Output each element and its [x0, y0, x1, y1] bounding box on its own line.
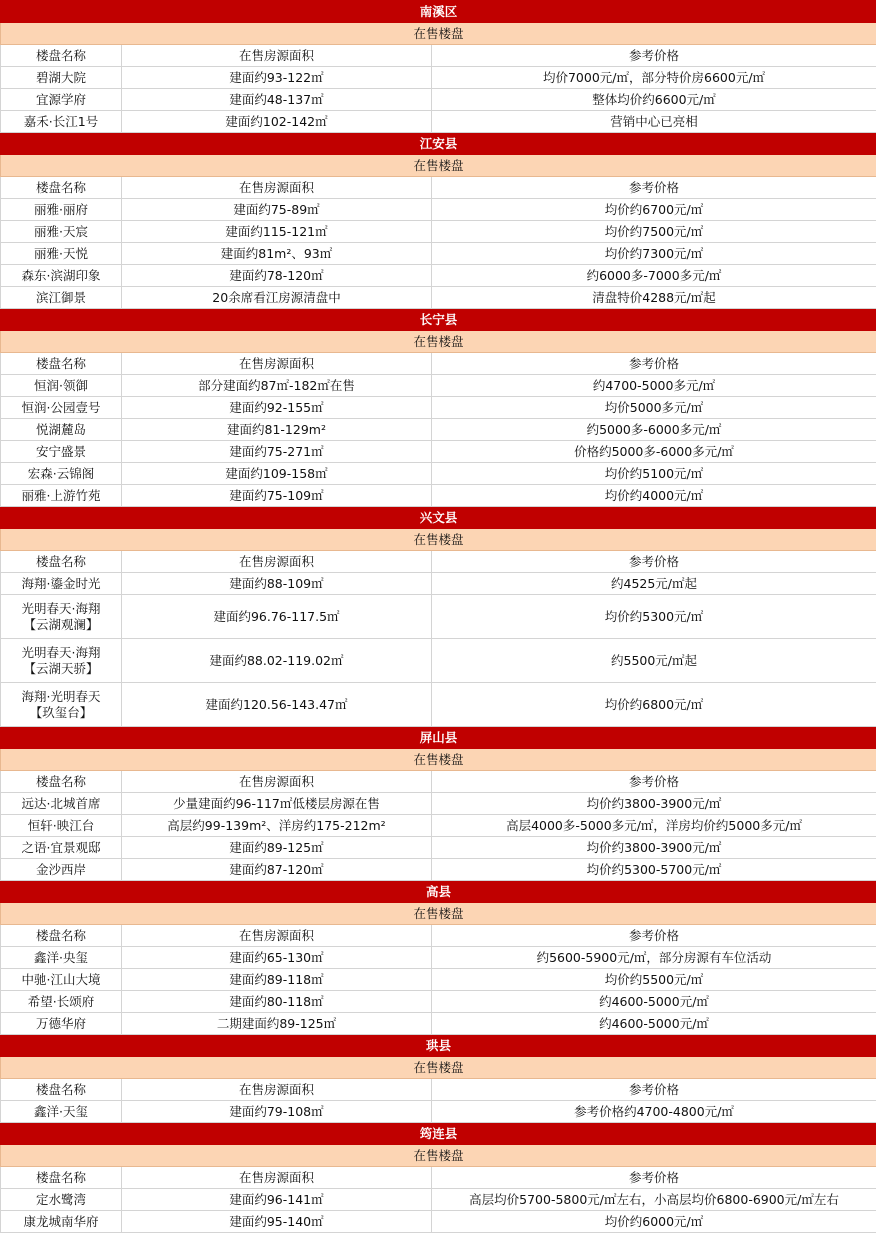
area-cell: 建面约89-118㎡	[122, 969, 432, 991]
col-header-area: 在售房源面积	[122, 177, 432, 199]
price-cell: 均价约5100元/㎡	[432, 463, 876, 485]
col-header-name: 楼盘名称	[1, 177, 122, 199]
property-name: 之语·宜景观邸	[1, 837, 122, 859]
col-header-price: 参考价格	[432, 771, 876, 793]
property-name: 恒润·公园壹号	[1, 397, 122, 419]
table-row	[1, 837, 876, 859]
table-row	[1, 221, 876, 243]
table-row	[1, 89, 876, 111]
col-header-price: 参考价格	[432, 353, 876, 375]
col-header-price: 参考价格	[432, 925, 876, 947]
on-sale-label: 在售楼盘	[1, 23, 876, 45]
price-cell: 约4700-5000多元/㎡	[432, 375, 876, 397]
price-cell: 约4600-5000元/㎡	[432, 1013, 876, 1035]
price-cell: 均价5000多元/㎡	[432, 397, 876, 419]
col-header-price: 参考价格	[432, 177, 876, 199]
column-header-row	[1, 45, 876, 67]
table-row	[1, 573, 876, 595]
price-cell: 均价约6800元/㎡	[432, 683, 876, 727]
price-cell: 均价约7500元/㎡	[432, 221, 876, 243]
column-header-row	[1, 1167, 876, 1189]
area-cell: 建面约115-121㎡	[122, 221, 432, 243]
area-cell: 建面约88-109㎡	[122, 573, 432, 595]
price-cell: 约4600-5000元/㎡	[432, 991, 876, 1013]
table-body	[1, 1, 876, 1233]
property-name: 希望·长颂府	[1, 991, 122, 1013]
area-cell: 建面约88.02-119.02㎡	[122, 639, 432, 683]
district-header	[1, 507, 876, 529]
property-name: 远达·北城首席	[1, 793, 122, 815]
section-subheader	[1, 23, 876, 45]
table-row	[1, 419, 876, 441]
property-name: 碧湖大院	[1, 67, 122, 89]
property-name: 鑫洋·天玺	[1, 1101, 122, 1123]
section-subheader	[1, 1145, 876, 1167]
price-cell: 均价约6000元/㎡	[432, 1211, 876, 1233]
on-sale-label: 在售楼盘	[1, 1145, 876, 1167]
table-row	[1, 947, 876, 969]
section-subheader	[1, 749, 876, 771]
table-row	[1, 397, 876, 419]
col-header-area: 在售房源面积	[122, 771, 432, 793]
on-sale-label: 在售楼盘	[1, 1057, 876, 1079]
property-name: 海翔·鎏金时光	[1, 573, 122, 595]
area-cell: 建面约102-142㎡	[122, 111, 432, 133]
column-header-row	[1, 353, 876, 375]
property-name: 恒轩·映江台	[1, 815, 122, 837]
area-cell: 高层约99-139m²、洋房约175-212m²	[122, 815, 432, 837]
district-header	[1, 309, 876, 331]
on-sale-label: 在售楼盘	[1, 331, 876, 353]
area-cell: 建面约78-120㎡	[122, 265, 432, 287]
area-cell: 二期建面约89-125㎡	[122, 1013, 432, 1035]
property-name: 森东·滨湖印象	[1, 265, 122, 287]
table-row	[1, 243, 876, 265]
on-sale-label: 在售楼盘	[1, 529, 876, 551]
section-subheader	[1, 903, 876, 925]
district-name: 南溪区	[1, 1, 876, 23]
col-header-price: 参考价格	[432, 45, 876, 67]
price-cell: 营销中心已亮相	[432, 111, 876, 133]
area-cell: 建面约96-141㎡	[122, 1189, 432, 1211]
table-row	[1, 111, 876, 133]
district-name: 珙县	[1, 1035, 876, 1057]
price-cell: 均价约3800-3900元/㎡	[432, 837, 876, 859]
property-name: 宏森·云锦阁	[1, 463, 122, 485]
property-name: 定水鹭湾	[1, 1189, 122, 1211]
district-name: 江安县	[1, 133, 876, 155]
col-header-price: 参考价格	[432, 551, 876, 573]
area-cell: 少量建面约96-117㎡低楼层房源在售	[122, 793, 432, 815]
col-header-name: 楼盘名称	[1, 771, 122, 793]
property-name: 海翔·光明春天 【玖玺台】	[1, 683, 122, 727]
section-subheader	[1, 1057, 876, 1079]
price-cell: 均价约3800-3900元/㎡	[432, 793, 876, 815]
section-subheader	[1, 331, 876, 353]
area-cell: 建面约120.56-143.47㎡	[122, 683, 432, 727]
district-header	[1, 133, 876, 155]
price-cell: 参考价格约4700-4800元/㎡	[432, 1101, 876, 1123]
table-row	[1, 683, 876, 727]
district-name: 高县	[1, 881, 876, 903]
on-sale-label: 在售楼盘	[1, 155, 876, 177]
table-row	[1, 199, 876, 221]
price-cell: 约6000多-7000多元/㎡	[432, 265, 876, 287]
column-header-row	[1, 551, 876, 573]
property-name: 丽雅·丽府	[1, 199, 122, 221]
area-cell: 建面约109-158㎡	[122, 463, 432, 485]
area-cell: 建面约75-89㎡	[122, 199, 432, 221]
col-header-area: 在售房源面积	[122, 1167, 432, 1189]
price-cell: 均价约5300元/㎡	[432, 595, 876, 639]
table-row	[1, 463, 876, 485]
price-cell: 价格约5000多-6000多元/㎡	[432, 441, 876, 463]
property-name: 安宁盛景	[1, 441, 122, 463]
col-header-area: 在售房源面积	[122, 925, 432, 947]
property-name: 光明春天·海翔 【云湖观澜】	[1, 595, 122, 639]
price-cell: 约5500元/㎡起	[432, 639, 876, 683]
section-subheader	[1, 529, 876, 551]
area-cell: 建面约75-271㎡	[122, 441, 432, 463]
district-header	[1, 727, 876, 749]
on-sale-label: 在售楼盘	[1, 749, 876, 771]
price-cell: 均价约4000元/㎡	[432, 485, 876, 507]
table-row	[1, 485, 876, 507]
price-cell: 约5600-5900元/㎡，部分房源有车位活动	[432, 947, 876, 969]
col-header-price: 参考价格	[432, 1167, 876, 1189]
price-cell: 均价7000元/㎡，部分特价房6600元/㎡	[432, 67, 876, 89]
area-cell: 建面约80-118㎡	[122, 991, 432, 1013]
col-header-name: 楼盘名称	[1, 45, 122, 67]
col-header-name: 楼盘名称	[1, 1167, 122, 1189]
area-cell: 建面约81m²、93㎡	[122, 243, 432, 265]
col-header-area: 在售房源面积	[122, 45, 432, 67]
area-cell: 20余席看江房源清盘中	[122, 287, 432, 309]
price-cell: 约5000多-6000多元/㎡	[432, 419, 876, 441]
area-cell: 建面约81-129m²	[122, 419, 432, 441]
area-cell: 建面约48-137㎡	[122, 89, 432, 111]
area-cell: 建面约87-120㎡	[122, 859, 432, 881]
district-name: 屏山县	[1, 727, 876, 749]
property-name: 丽雅·天悦	[1, 243, 122, 265]
price-cell: 均价约5500元/㎡	[432, 969, 876, 991]
area-cell: 建面约75-109㎡	[122, 485, 432, 507]
table-row	[1, 991, 876, 1013]
property-name: 丽雅·天宸	[1, 221, 122, 243]
col-header-area: 在售房源面积	[122, 551, 432, 573]
section-subheader	[1, 155, 876, 177]
table-row	[1, 265, 876, 287]
table-row	[1, 1189, 876, 1211]
column-header-row	[1, 925, 876, 947]
district-name: 筠连县	[1, 1123, 876, 1145]
price-cell: 整体均价约6600元/㎡	[432, 89, 876, 111]
table-row	[1, 1211, 876, 1233]
price-cell: 高层4000多-5000多元/㎡，洋房均价约5000多元/㎡	[432, 815, 876, 837]
col-header-name: 楼盘名称	[1, 925, 122, 947]
property-name: 中驰·江山大境	[1, 969, 122, 991]
area-cell: 建面约92-155㎡	[122, 397, 432, 419]
on-sale-label: 在售楼盘	[1, 903, 876, 925]
price-cell: 清盘特价4288元/㎡起	[432, 287, 876, 309]
price-cell: 均价约7300元/㎡	[432, 243, 876, 265]
area-cell: 建面约89-125㎡	[122, 837, 432, 859]
table-row	[1, 969, 876, 991]
property-name: 金沙西岸	[1, 859, 122, 881]
district-header	[1, 881, 876, 903]
col-header-price: 参考价格	[432, 1079, 876, 1101]
table-row	[1, 287, 876, 309]
area-cell: 部分建面约87㎡-182㎡在售	[122, 375, 432, 397]
col-header-area: 在售房源面积	[122, 1079, 432, 1101]
property-name: 恒润·领御	[1, 375, 122, 397]
district-name: 长宁县	[1, 309, 876, 331]
table-row	[1, 67, 876, 89]
col-header-name: 楼盘名称	[1, 551, 122, 573]
property-name: 宜源学府	[1, 89, 122, 111]
area-cell: 建面约93-122㎡	[122, 67, 432, 89]
area-cell: 建面约79-108㎡	[122, 1101, 432, 1123]
property-name: 嘉禾·长江1号	[1, 111, 122, 133]
district-header	[1, 1, 876, 23]
property-name: 鑫洋·央玺	[1, 947, 122, 969]
column-header-row	[1, 177, 876, 199]
table-row	[1, 815, 876, 837]
property-name: 光明春天·海翔 【云湖天骄】	[1, 639, 122, 683]
table-row	[1, 375, 876, 397]
col-header-name: 楼盘名称	[1, 1079, 122, 1101]
property-name: 康龙城南华府	[1, 1211, 122, 1233]
price-cell: 均价约5300-5700元/㎡	[432, 859, 876, 881]
property-name: 丽雅·上游竹苑	[1, 485, 122, 507]
area-cell: 建面约95-140㎡	[122, 1211, 432, 1233]
column-header-row	[1, 771, 876, 793]
district-header	[1, 1035, 876, 1057]
table-row	[1, 441, 876, 463]
column-header-row	[1, 1079, 876, 1101]
price-cell: 均价约6700元/㎡	[432, 199, 876, 221]
table-row	[1, 1101, 876, 1123]
property-name: 万德华府	[1, 1013, 122, 1035]
area-cell: 建面约96.76-117.5㎡	[122, 595, 432, 639]
price-cell: 约4525元/㎡起	[432, 573, 876, 595]
col-header-area: 在售房源面积	[122, 353, 432, 375]
area-cell: 建面约65-130㎡	[122, 947, 432, 969]
table-row	[1, 1013, 876, 1035]
table-row	[1, 639, 876, 683]
col-header-name: 楼盘名称	[1, 353, 122, 375]
table-row	[1, 793, 876, 815]
table-row	[1, 859, 876, 881]
table-row	[1, 595, 876, 639]
property-name: 悦湖麓岛	[1, 419, 122, 441]
district-name: 兴文县	[1, 507, 876, 529]
property-name: 滨江御景	[1, 287, 122, 309]
price-cell: 高层均价5700-5800元/㎡左右，小高层均价6800-6900元/㎡左右	[432, 1189, 876, 1211]
district-header	[1, 1123, 876, 1145]
